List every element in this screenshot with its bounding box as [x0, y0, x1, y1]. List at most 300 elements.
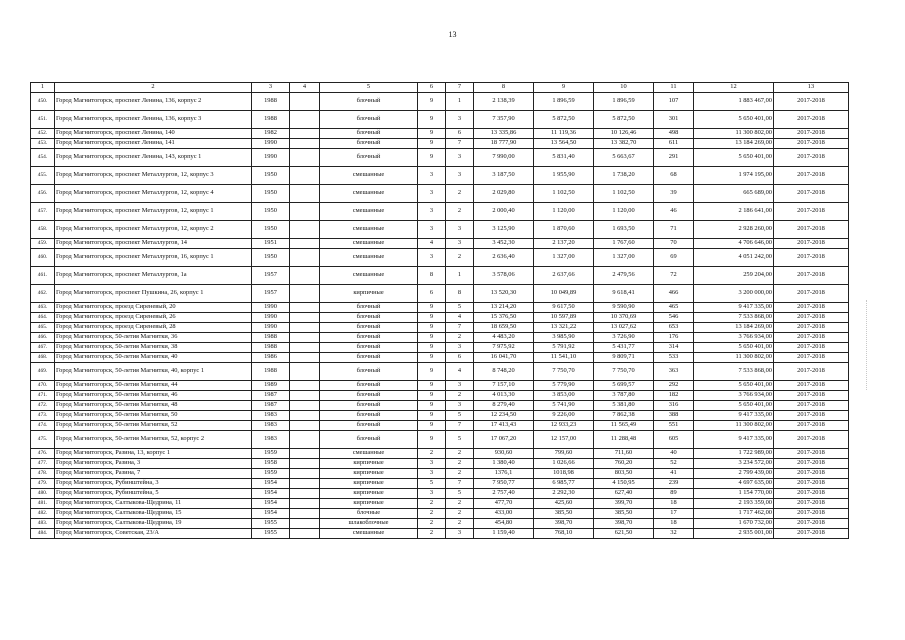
period-cell: 2017-2018 [774, 149, 849, 167]
total-area-cell: 3 187,50 [474, 167, 534, 185]
cost-cell: 3 766 934,00 [694, 391, 774, 401]
year-cell: 1950 [252, 221, 290, 239]
cost-cell: 9 417 335,00 [694, 303, 774, 313]
table-row [31, 267, 849, 285]
year-cell: 1990 [252, 139, 290, 149]
wall-material-cell: кирпичные [320, 459, 418, 469]
header-cell: 5 [320, 83, 418, 93]
year-cell: 1990 [252, 323, 290, 333]
floors-cell: 9 [418, 129, 446, 139]
header-cell: 13 [774, 83, 849, 93]
residential-area-cell: 399,70 [594, 499, 654, 509]
cost-cell: 2 186 641,00 [694, 203, 774, 221]
residential-area-cell: 1 738,20 [594, 167, 654, 185]
residential-area-cell: 711,60 [594, 449, 654, 459]
entrances-cell: 4 [446, 313, 474, 323]
row-number: 466. [31, 333, 55, 343]
total-area-cell: 7 950,77 [474, 479, 534, 489]
entrances-cell: 3 [446, 221, 474, 239]
floors-cell: 9 [418, 401, 446, 411]
period-cell: 2017-2018 [774, 449, 849, 459]
table-row [31, 333, 849, 343]
wall-material-cell: смешанные [320, 249, 418, 267]
entrances-cell: 2 [446, 391, 474, 401]
year-cell: 1989 [252, 381, 290, 391]
header-cell: 10 [594, 83, 654, 93]
address-cell: Город Магнитогорск, 50-летия Магнитки, 36 [55, 333, 252, 343]
floors-cell: 9 [418, 111, 446, 129]
residential-area-cell: 1 693,50 [594, 221, 654, 239]
premises-area-cell: 2 637,66 [534, 267, 594, 285]
address-cell: Город Магнитогорск, проспект Ленина, 140 [55, 129, 252, 139]
year-cell: 1988 [252, 363, 290, 381]
row-number: 468. [31, 353, 55, 363]
address-cell: Город Магнитогорск, проспект Металлургов, 1а [55, 267, 252, 285]
premises-area-cell: 5 831,40 [534, 149, 594, 167]
residents-cell: 316 [654, 401, 694, 411]
header-cell: 6 [418, 83, 446, 93]
residents-cell: 52 [654, 459, 694, 469]
floors-cell: 3 [418, 249, 446, 267]
floors-cell: 9 [418, 313, 446, 323]
entrances-cell: 2 [446, 449, 474, 459]
empty-cell [290, 93, 320, 111]
header-cell: 8 [474, 83, 534, 93]
residents-cell: 388 [654, 411, 694, 421]
premises-area-cell: 13 564,50 [534, 139, 594, 149]
row-number: 471. [31, 391, 55, 401]
floors-cell: 3 [418, 459, 446, 469]
wall-material-cell: кирпичные [320, 469, 418, 479]
wall-material-cell: блочный [320, 149, 418, 167]
floors-cell: 3 [418, 185, 446, 203]
empty-cell [290, 343, 320, 353]
residential-area-cell: 1 120,00 [594, 203, 654, 221]
period-cell: 2017-2018 [774, 363, 849, 381]
cost-cell: 9 417 335,00 [694, 411, 774, 421]
premises-area-cell: 5 791,92 [534, 343, 594, 353]
cost-cell: 4 697 635,00 [694, 479, 774, 489]
period-cell: 2017-2018 [774, 239, 849, 249]
row-number: 462. [31, 285, 55, 303]
cost-cell: 5 650 401,00 [694, 111, 774, 129]
year-cell: 1986 [252, 353, 290, 363]
cost-cell: 2 799 439,00 [694, 469, 774, 479]
empty-cell [290, 421, 320, 431]
header-cell: 11 [654, 83, 694, 93]
entrances-cell: 7 [446, 479, 474, 489]
entrances-cell: 2 [446, 509, 474, 519]
entrances-cell: 3 [446, 239, 474, 249]
period-cell: 2017-2018 [774, 333, 849, 343]
total-area-cell: 13 335,86 [474, 129, 534, 139]
floors-cell: 2 [418, 449, 446, 459]
residential-area-cell: 7 750,70 [594, 363, 654, 381]
residential-area-cell: 9 618,41 [594, 285, 654, 303]
table-row [31, 529, 849, 539]
wall-material-cell: блочный [320, 111, 418, 129]
residents-cell: 18 [654, 499, 694, 509]
floors-cell: 3 [418, 203, 446, 221]
total-area-cell: 7 157,10 [474, 381, 534, 391]
cost-cell: 4 706 646,00 [694, 239, 774, 249]
address-cell: Город Магнитогорск, Рубинштейна, 5 [55, 489, 252, 499]
empty-cell [290, 239, 320, 249]
floors-cell: 9 [418, 149, 446, 167]
header-cell: 12 [694, 83, 774, 93]
floors-cell: 3 [418, 489, 446, 499]
empty-cell [290, 431, 320, 449]
floors-cell: 3 [418, 469, 446, 479]
year-cell: 1987 [252, 401, 290, 411]
premises-area-cell: 799,60 [534, 449, 594, 459]
entrances-cell: 7 [446, 323, 474, 333]
wall-material-cell: блочные [320, 509, 418, 519]
address-cell: Город Магнитогорск, проезд Сиреневый, 20 [55, 303, 252, 313]
empty-cell [290, 509, 320, 519]
entrances-cell: 5 [446, 411, 474, 421]
row-number: 467. [31, 343, 55, 353]
total-area-cell: 17 413,43 [474, 421, 534, 431]
residents-cell: 46 [654, 203, 694, 221]
wall-material-cell: кирпичные [320, 479, 418, 489]
year-cell: 1990 [252, 313, 290, 323]
cost-cell: 7 533 868,00 [694, 313, 774, 323]
total-area-cell: 1 380,40 [474, 459, 534, 469]
row-number: 478. [31, 469, 55, 479]
premises-area-cell: 398,70 [534, 519, 594, 529]
address-cell: Город Магнитогорск, 50-летия Магнитки, 40, корпус 1 [55, 363, 252, 381]
empty-cell [290, 333, 320, 343]
entrances-cell: 2 [446, 203, 474, 221]
cost-cell: 4 051 242,00 [694, 249, 774, 267]
period-cell: 2017-2018 [774, 431, 849, 449]
residential-area-cell: 1 102,50 [594, 185, 654, 203]
residents-cell: 176 [654, 333, 694, 343]
residents-cell: 32 [654, 529, 694, 539]
entrances-cell: 2 [446, 249, 474, 267]
wall-material-cell: смешанные [320, 167, 418, 185]
premises-area-cell: 1 327,00 [534, 249, 594, 267]
year-cell: 1988 [252, 111, 290, 129]
table-row [31, 509, 849, 519]
row-number: 460. [31, 249, 55, 267]
cost-cell: 665 689,00 [694, 185, 774, 203]
floors-cell: 9 [418, 353, 446, 363]
period-cell: 2017-2018 [774, 469, 849, 479]
period-cell: 2017-2018 [774, 421, 849, 431]
empty-cell [290, 499, 320, 509]
row-number: 477. [31, 459, 55, 469]
premises-area-cell: 1 026,66 [534, 459, 594, 469]
period-cell: 2017-2018 [774, 411, 849, 421]
row-number: 454. [31, 149, 55, 167]
year-cell: 1982 [252, 129, 290, 139]
residential-area-cell: 5 381,80 [594, 401, 654, 411]
header-cell: 3 [252, 83, 290, 93]
residential-area-cell: 11 288,48 [594, 431, 654, 449]
premises-area-cell: 1 102,50 [534, 185, 594, 203]
address-cell: Город Магнитогорск, проспект Металлургов, 16, корпус 1 [55, 249, 252, 267]
total-area-cell: 12 234,50 [474, 411, 534, 421]
table-row [31, 111, 849, 129]
address-cell: Город Магнитогорск, Рубинштейна, 3 [55, 479, 252, 489]
residential-area-cell: 621,50 [594, 529, 654, 539]
total-area-cell: 15 376,50 [474, 313, 534, 323]
residential-area-cell: 2 479,56 [594, 267, 654, 285]
entrances-cell: 2 [446, 469, 474, 479]
floors-cell: 2 [418, 499, 446, 509]
empty-cell [290, 221, 320, 239]
total-area-cell: 16 041,70 [474, 353, 534, 363]
year-cell: 1955 [252, 529, 290, 539]
row-number: 475. [31, 431, 55, 449]
residential-area-cell: 1 767,60 [594, 239, 654, 249]
residential-area-cell: 3 726,90 [594, 333, 654, 343]
address-cell: Город Магнитогорск, проспект Ленина, 143, корпус 1 [55, 149, 252, 167]
floors-cell: 9 [418, 333, 446, 343]
entrances-cell: 2 [446, 459, 474, 469]
period-cell: 2017-2018 [774, 313, 849, 323]
premises-area-cell: 9 226,00 [534, 411, 594, 421]
wall-material-cell: кирпичные [320, 285, 418, 303]
entrances-cell: 3 [446, 401, 474, 411]
wall-material-cell: блочный [320, 381, 418, 391]
address-cell: Город Магнитогорск, Советская, 23/А [55, 529, 252, 539]
table-row [31, 249, 849, 267]
empty-cell [290, 353, 320, 363]
entrances-cell: 2 [446, 519, 474, 529]
residential-area-cell: 10 370,69 [594, 313, 654, 323]
table-row [31, 421, 849, 431]
premises-area-cell: 2 137,20 [534, 239, 594, 249]
empty-cell [290, 139, 320, 149]
table-row [31, 203, 849, 221]
header-cell: 9 [534, 83, 594, 93]
row-number: 482. [31, 509, 55, 519]
table-row [31, 459, 849, 469]
cost-cell: 5 650 401,00 [694, 343, 774, 353]
entrances-cell: 5 [446, 431, 474, 449]
floors-cell: 9 [418, 411, 446, 421]
cost-cell: 1 670 732,00 [694, 519, 774, 529]
cost-cell: 7 533 868,00 [694, 363, 774, 381]
cost-cell: 13 184 269,00 [694, 139, 774, 149]
residential-area-cell: 627,40 [594, 489, 654, 499]
year-cell: 1990 [252, 149, 290, 167]
premises-area-cell: 3 853,00 [534, 391, 594, 401]
premises-area-cell: 7 750,70 [534, 363, 594, 381]
empty-cell [290, 303, 320, 313]
year-cell: 1990 [252, 303, 290, 313]
year-cell: 1987 [252, 391, 290, 401]
premises-area-cell: 768,10 [534, 529, 594, 539]
period-cell: 2017-2018 [774, 185, 849, 203]
total-area-cell: 3 125,90 [474, 221, 534, 239]
year-cell: 1954 [252, 489, 290, 499]
entrances-cell: 2 [446, 185, 474, 203]
wall-material-cell: кирпичные [320, 489, 418, 499]
housing-register-table [30, 82, 849, 539]
premises-area-cell: 11 119,36 [534, 129, 594, 139]
header-cell: 1 [31, 83, 55, 93]
period-cell: 2017-2018 [774, 249, 849, 267]
wall-material-cell: блочный [320, 431, 418, 449]
period-cell: 2017-2018 [774, 303, 849, 313]
residents-cell: 466 [654, 285, 694, 303]
year-cell: 1983 [252, 421, 290, 431]
table-row [31, 469, 849, 479]
year-cell: 1988 [252, 93, 290, 111]
floors-cell: 2 [418, 509, 446, 519]
entrances-cell: 2 [446, 333, 474, 343]
cost-cell: 11 300 802,00 [694, 129, 774, 139]
address-cell: Город Магнитогорск, 50-летия Магнитки, 46 [55, 391, 252, 401]
premises-area-cell: 1 896,59 [534, 93, 594, 111]
address-cell: Город Магнитогорск, проспект Ленина, 136, корпус 2 [55, 93, 252, 111]
period-cell: 2017-2018 [774, 529, 849, 539]
row-number: 470. [31, 381, 55, 391]
row-number: 459. [31, 239, 55, 249]
period-cell: 2017-2018 [774, 129, 849, 139]
total-area-cell: 8 279,40 [474, 401, 534, 411]
empty-cell [290, 449, 320, 459]
residential-area-cell: 385,50 [594, 509, 654, 519]
table-row [31, 411, 849, 421]
residential-area-cell: 3 787,80 [594, 391, 654, 401]
wall-material-cell: смешанные [320, 221, 418, 239]
table-row [31, 401, 849, 411]
entrances-cell: 8 [446, 285, 474, 303]
table-row [31, 93, 849, 111]
table-row [31, 303, 849, 313]
total-area-cell: 930,60 [474, 449, 534, 459]
floors-cell: 9 [418, 323, 446, 333]
period-cell: 2017-2018 [774, 221, 849, 239]
table-row [31, 519, 849, 529]
period-cell: 2017-2018 [774, 139, 849, 149]
table-row [31, 285, 849, 303]
row-number: 456. [31, 185, 55, 203]
header-cell: 4 [290, 83, 320, 93]
wall-material-cell: смешанные [320, 267, 418, 285]
premises-area-cell: 3 985,90 [534, 333, 594, 343]
year-cell: 1954 [252, 499, 290, 509]
period-cell: 2017-2018 [774, 323, 849, 333]
empty-cell [290, 479, 320, 489]
empty-cell [290, 381, 320, 391]
period-cell: 2017-2018 [774, 343, 849, 353]
address-cell: Город Магнитогорск, Разина, 3 [55, 459, 252, 469]
entrances-cell: 2 [446, 499, 474, 509]
cost-cell: 5 650 401,00 [694, 401, 774, 411]
year-cell: 1951 [252, 239, 290, 249]
total-area-cell: 17 067,20 [474, 431, 534, 449]
row-number: 484. [31, 529, 55, 539]
floors-cell: 9 [418, 391, 446, 401]
address-cell: Город Магнитогорск, проспект Металлургов, 14 [55, 239, 252, 249]
residents-cell: 107 [654, 93, 694, 111]
floors-cell: 2 [418, 519, 446, 529]
cost-cell: 5 650 401,00 [694, 381, 774, 391]
floors-cell: 3 [418, 167, 446, 185]
residents-cell: 363 [654, 363, 694, 381]
premises-area-cell: 9 617,50 [534, 303, 594, 313]
wall-material-cell: смешанные [320, 185, 418, 203]
residential-area-cell: 5 663,67 [594, 149, 654, 167]
period-cell: 2017-2018 [774, 381, 849, 391]
cost-cell: 3 766 934,00 [694, 333, 774, 343]
table-row [31, 313, 849, 323]
address-cell: Город Магнитогорск, 50-летия Магнитки, 40 [55, 353, 252, 363]
row-number: 469. [31, 363, 55, 381]
residents-cell: 292 [654, 381, 694, 391]
table-row [31, 479, 849, 489]
row-number: 476. [31, 449, 55, 459]
floors-cell: 9 [418, 421, 446, 431]
period-cell: 2017-2018 [774, 111, 849, 129]
wall-material-cell: шлакоблочные [320, 519, 418, 529]
header-cell: 2 [55, 83, 252, 93]
address-cell: Город Магнитогорск, 50-летия Магнитки, 44 [55, 381, 252, 391]
total-area-cell: 1376,1 [474, 469, 534, 479]
wall-material-cell: блочный [320, 411, 418, 421]
row-number: 474. [31, 421, 55, 431]
floors-cell: 4 [418, 239, 446, 249]
entrances-cell: 3 [446, 381, 474, 391]
entrances-cell: 3 [446, 343, 474, 353]
entrances-cell: 6 [446, 353, 474, 363]
residential-area-cell: 13 382,70 [594, 139, 654, 149]
residents-cell: 546 [654, 313, 694, 323]
residential-area-cell: 760,20 [594, 459, 654, 469]
total-area-cell: 2 138,39 [474, 93, 534, 111]
premises-area-cell: 12 933,23 [534, 421, 594, 431]
wall-material-cell: блочный [320, 363, 418, 381]
empty-cell [290, 111, 320, 129]
row-number: 452. [31, 129, 55, 139]
address-cell: Город Магнитогорск, проспект Пушкина, 26, корпус 1 [55, 285, 252, 303]
row-number: 465. [31, 323, 55, 333]
residents-cell: 40 [654, 449, 694, 459]
address-cell: Город Магнитогорск, проезд Сиреневый, 28 [55, 323, 252, 333]
entrances-cell: 3 [446, 529, 474, 539]
empty-cell [290, 459, 320, 469]
year-cell: 1983 [252, 431, 290, 449]
wall-material-cell: блочный [320, 323, 418, 333]
entrances-cell: 5 [446, 489, 474, 499]
empty-cell [290, 285, 320, 303]
empty-cell [290, 185, 320, 203]
total-area-cell: 2 000,40 [474, 203, 534, 221]
table-row [31, 353, 849, 363]
residential-area-cell: 5 872,50 [594, 111, 654, 129]
address-cell: Город Магнитогорск, 50-летия Магнитки, 52 [55, 421, 252, 431]
scan-margin-marks [866, 300, 871, 390]
table-row [31, 185, 849, 203]
total-area-cell: 18 777,90 [474, 139, 534, 149]
premises-area-cell: 1 955,90 [534, 167, 594, 185]
period-cell: 2017-2018 [774, 267, 849, 285]
premises-area-cell: 12 157,00 [534, 431, 594, 449]
floors-cell: 6 [418, 285, 446, 303]
entrances-cell: 3 [446, 149, 474, 167]
premises-area-cell: 425,60 [534, 499, 594, 509]
entrances-cell: 7 [446, 139, 474, 149]
empty-cell [290, 149, 320, 167]
residents-cell: 653 [654, 323, 694, 333]
empty-cell [290, 401, 320, 411]
